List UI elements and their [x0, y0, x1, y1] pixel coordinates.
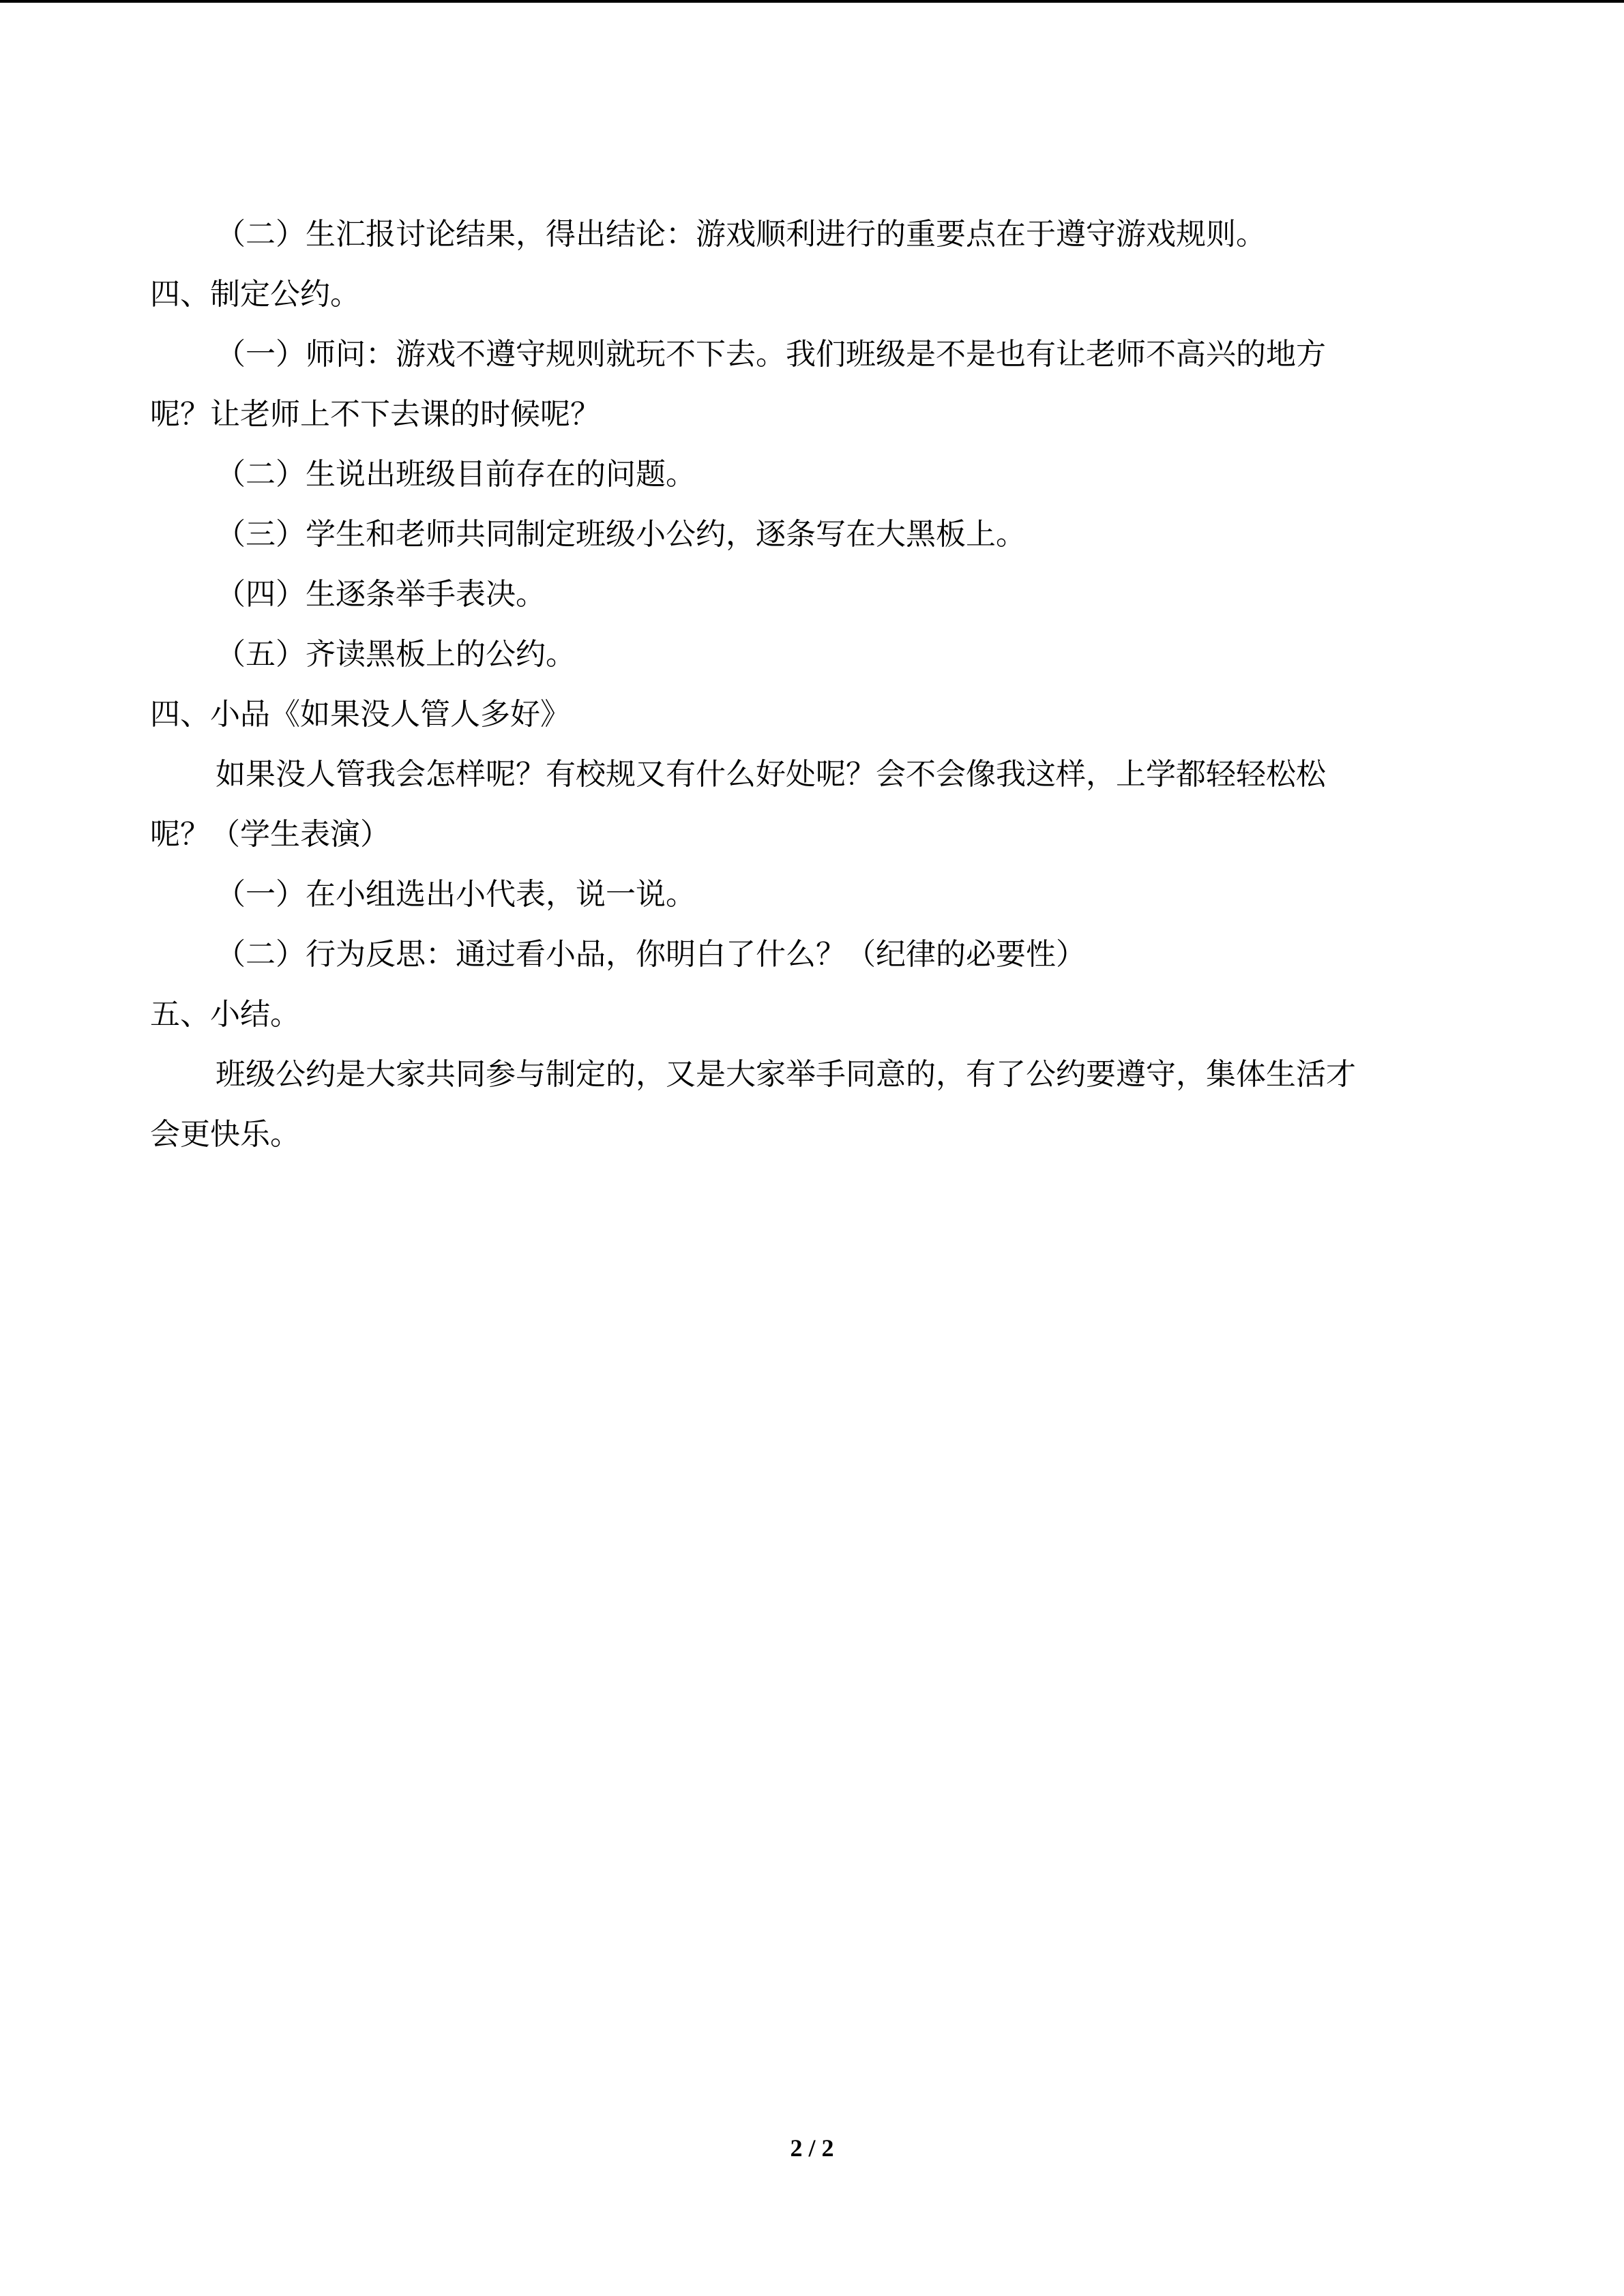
text-line: （五）齐读黑板上的公约。 [216, 637, 576, 672]
text-line: 如果没人管我会怎样呢？有校规又有什么好处呢？会不会像我这样，上学都轻轻松松 [216, 757, 1326, 792]
text-line: （二）生汇报讨论结果，得出结论：游戏顺利进行的重要点在于遵守游戏规则。 [216, 217, 1266, 252]
text-line: （四）生逐条举手表决。 [216, 577, 546, 612]
text-line: 班级公约是大家共同参与制定的，又是大家举手同意的，有了公约要遵守，集体生活才 [216, 1057, 1356, 1092]
section-heading: 四、制定公约。 [150, 277, 360, 312]
text-line: （二）生说出班级目前存在的问题。 [216, 457, 696, 492]
text-line: （三）学生和老师共同制定班级小公约，逐条写在大黑板上。 [216, 517, 1026, 552]
document-body [150, 205, 1475, 1165]
text-line: （二）行为反思：通过看小品，你明白了什么？（纪律的必要性） [216, 937, 1086, 972]
text-line: （一）在小组选出小代表，说一说。 [216, 877, 696, 912]
text-line: 呢？（学生表演） [150, 817, 390, 852]
page-number: 2 / 2 [790, 2134, 834, 2162]
section-heading: 五、小结。 [150, 997, 300, 1032]
top-border-line [0, 0, 1624, 3]
text-line: 呢？让老师上不下去课的时候呢？ [150, 397, 600, 432]
text-line: （一）师问：游戏不遵守规则就玩不下去。我们班级是不是也有让老师不高兴的地方 [216, 337, 1326, 372]
text-line: 会更快乐。 [150, 1117, 300, 1152]
section-heading: 四、小品《如果没人管人多好》 [150, 697, 570, 732]
